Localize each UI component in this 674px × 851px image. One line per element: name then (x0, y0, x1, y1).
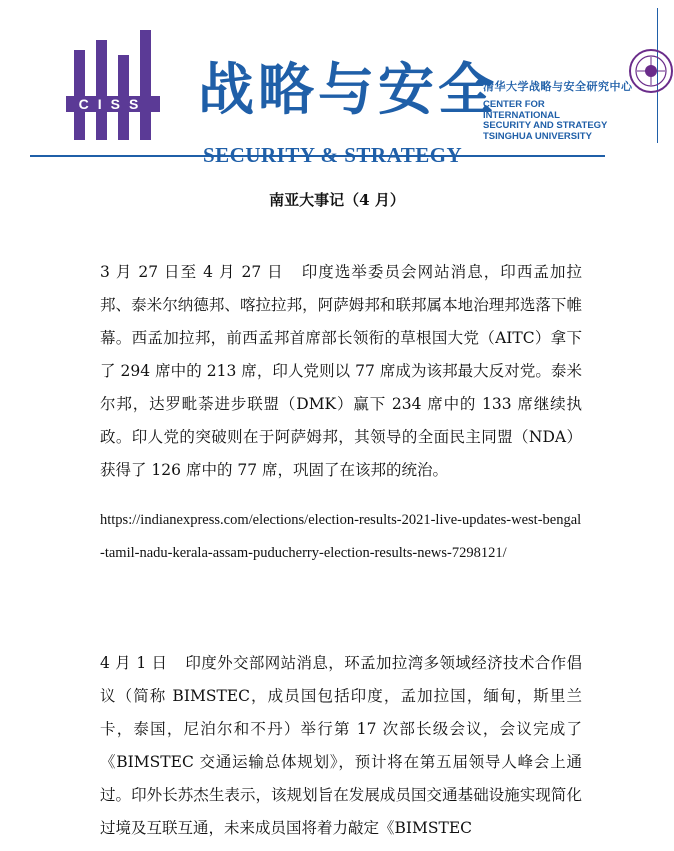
center-name-en-line: CENTER FOR (483, 99, 545, 110)
event-entry (100, 256, 582, 487)
journal-title-en: SECURITY & STRATEGY (203, 143, 463, 167)
event-date: 4 月 1 日 (100, 654, 168, 672)
page-header (0, 0, 674, 170)
center-name-en-line: SECURITY AND STRATEGY (483, 120, 608, 131)
ciss-logo-icon (60, 30, 160, 140)
center-name-block (483, 78, 633, 142)
event-text: 印度选举委员会网站消息，印西孟加拉邦、泰米尔纳德邦、喀拉拉邦，阿萨姆邦和联邦属本地治理邦选落下帷幕。西孟加拉邦，前西孟邦首席部长领衔的草根国大党（AITC）拿下了 294 席中的 213 席，印人党则以 77 席成为该邦最大反对党。泰米尔邦，达罗毗荼进步联盟（DMK）赢下 234 席中的 133 席继续执政。印人党的突破则在于阿萨姆邦，其领导的全面民主同盟（NDA）获得了 126 席中的 77 席，巩固了在该邦的统治。 (100, 263, 582, 479)
center-name-cn: 清华大学战略与安全研究中心 (483, 80, 633, 93)
center-name-en-line: INTERNATIONAL (483, 109, 560, 121)
tsinghua-seal-icon (628, 48, 674, 94)
logo-text: CISS (78, 96, 148, 112)
event-date: 3 月 27 日至 4 月 27 日 (100, 263, 284, 281)
event-text: 印度外交部网站消息，环孟加拉湾多领域经济技术合作倡议（简称 BIMSTEC，成员国包括印度，孟加拉国，缅甸，斯里兰卡，泰国，尼泊尔和不丹）举行第 17 次部长级会议，会议完成了《BIMSTEC 交通运输总体规划》，预计将在第五届领导人峰会上通过。印外长苏杰生表示，该规划旨在发展成员国交通基础设施实现简化过境及互联互通，未来成员国将着力敲定《BIMSTEC (100, 654, 582, 837)
document-title: 南亚大事记（4 月） (269, 191, 405, 209)
journal-title-cn: 战略与安全 (198, 57, 498, 123)
center-name-en-line: TSINGHUA UNIVERSITY (483, 130, 592, 142)
source-link[interactable]: https://indianexpress.com/elections/election-results-2021-live-updates-west-bengal-tamil-nadu-kerala-assam-puducherry-election-results-news-7298121/ (100, 512, 582, 561)
event-entry (100, 647, 582, 845)
